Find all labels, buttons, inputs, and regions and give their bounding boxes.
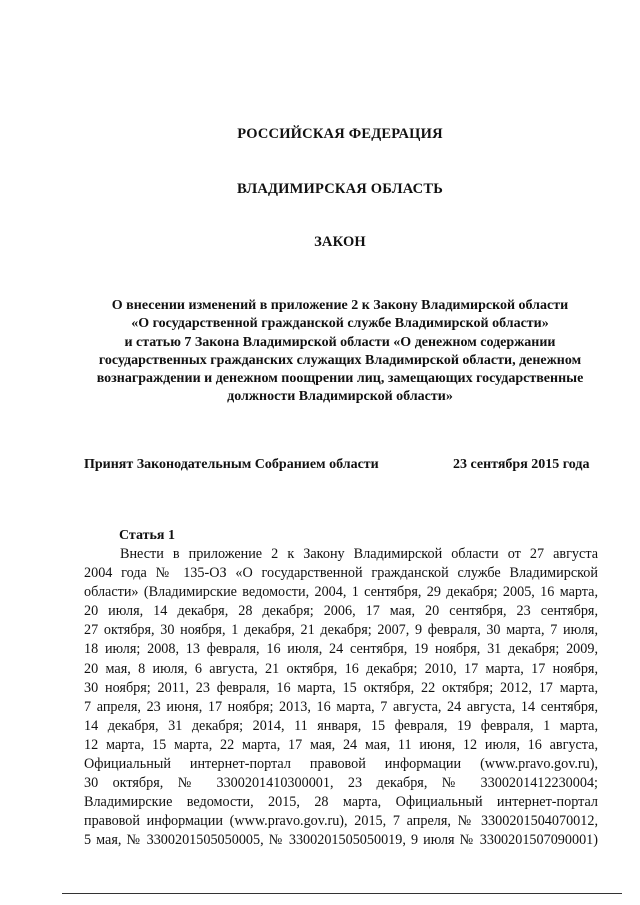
article-line: 20 июля, 14 декабря, 28 декабря; 2006, 17 мая, 20 сентября, 23 сентября, xyxy=(84,603,598,620)
article-line: 12 марта, 15 марта, 22 марта, 17 мая, 24 мая, 11 июня, 12 июля, 16 августа, xyxy=(84,736,598,753)
article-line: Владимирские ведомости, 2015, 28 марта, Официальный интернет-портал xyxy=(84,794,598,811)
article-line: области» (Владимирские ведомости, 2004, 1 сентября, 29 декабря; 2005, 16 марта, xyxy=(84,584,598,601)
article-line: 30 октября, № 3300201410300001, 23 декабря, № 3300201412230004; xyxy=(84,775,598,792)
article-line: 30 ноября; 2011, 23 февраля, 16 марта, 15 октября, 22 октября; 2012, 17 марта, xyxy=(84,679,598,696)
law-title xyxy=(82,297,598,407)
law-title-line: О внесении изменений в приложение 2 к Закону Владимирской области xyxy=(111,298,569,313)
article-line: 14 декабря, 31 декабря; 2014, 11 января, 15 февраля, 19 февраля, 1 марта, xyxy=(84,717,598,734)
header-federation: РОССИЙСКАЯ ФЕДЕРАЦИЯ xyxy=(237,126,443,142)
header-doc-type: ЗАКОН xyxy=(314,234,366,250)
article-line: 2004 года № 135-ОЗ «О государственной гражданской службе Владимирской xyxy=(84,565,598,582)
article-heading: Статья 1 xyxy=(119,528,175,543)
law-title-line: вознаграждении и денежном поощрении лиц, замещающих государственные xyxy=(96,371,584,387)
article-line: Внести в приложение 2 к Закону Владимирской области от 27 августа xyxy=(120,546,598,562)
law-title-line: «О государственной гражданской службе Владимирской области» xyxy=(131,316,549,332)
article-line: 20 мая, 8 июля, 6 августа, 21 октября, 16 декабря; 2010, 17 марта, 17 ноября, xyxy=(84,660,598,677)
article-line: 18 июля; 2008, 13 февраля, 16 июля, 24 сентября, 19 ноября, 31 декабря; 2009, xyxy=(84,641,598,658)
law-title-line: и статью 7 Закона Владимирской области «О денежном содержании xyxy=(124,334,556,350)
article-line: правовой информации (www.pravo.gov.ru), 2015, 7 апреля, № 3300201504070012, xyxy=(84,813,598,830)
article-line: 7 апреля, 23 июня, 17 ноября; 2013, 16 марта, 7 августа, 24 августа, 14 сентября, xyxy=(84,698,598,715)
article-line: 5 мая, № 3300201505050005, № 3300201505050019, 9 июля № 3300201507090001) xyxy=(84,832,598,849)
law-title-line: государственных гражданских служащих Владимирской области, денежном xyxy=(98,352,582,368)
law-title-line: должности Владимирской области» xyxy=(227,389,453,405)
footer-divider xyxy=(62,893,622,894)
adoption-date: 23 сентября 2015 года xyxy=(453,457,590,472)
header-region: ВЛАДИМИРСКАЯ ОБЛАСТЬ xyxy=(237,181,443,197)
adopted-by: Принят Законодательным Собранием области xyxy=(84,457,379,472)
article-body xyxy=(84,545,598,851)
article-line: Официальный интернет-портал правовой информации (www.pravo.gov.ru), xyxy=(84,756,598,773)
article-line: 27 октября, 30 ноября, 1 декабря, 21 декабря; 2007, 9 февраля, 30 марта, 7 июля, xyxy=(84,622,598,639)
